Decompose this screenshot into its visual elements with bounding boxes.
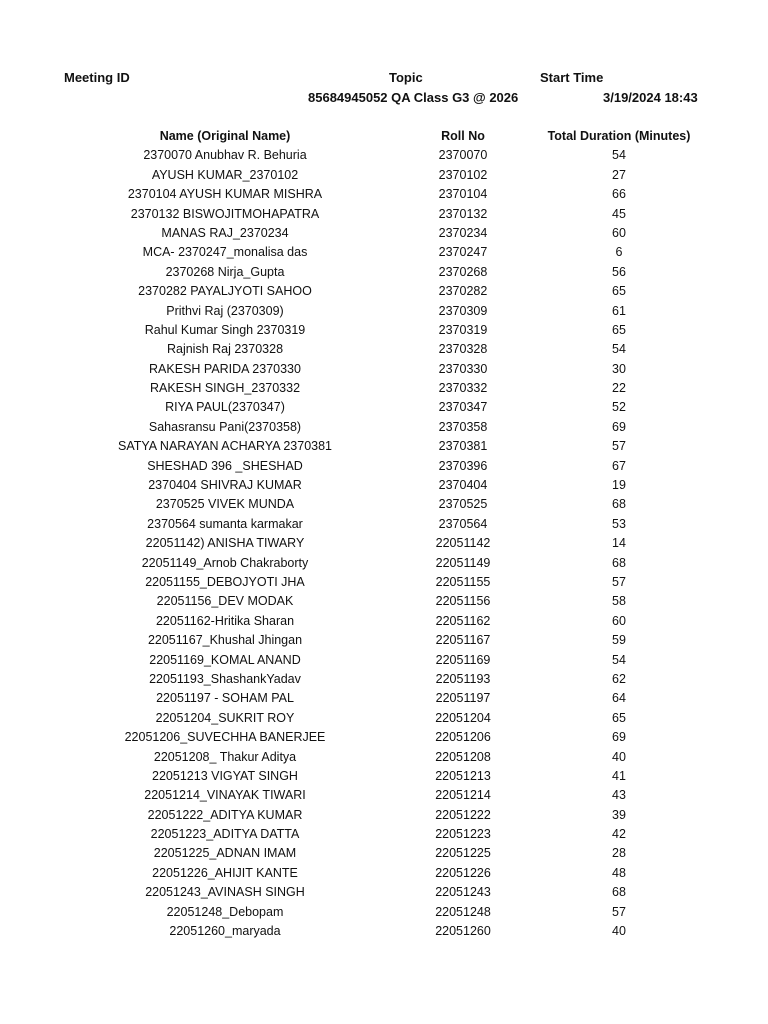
participant-name-cell: 22051204_SUKRIT ROY: [155, 710, 295, 725]
roll-no-cell: 22051142: [435, 536, 491, 551]
participant-name-cell: 22051167_Khushal Jhingan: [147, 633, 303, 648]
participant-name-cell: SHESHAD 396 _SHESHAD: [147, 458, 303, 473]
table-row: [0, 457, 768, 476]
table-row: [0, 864, 768, 883]
duration-cell: 54: [612, 148, 626, 163]
roll-no-cell: 2370347: [438, 400, 488, 415]
participant-name-cell: 22051222_ADITYA KUMAR: [147, 807, 303, 822]
duration-cell: 45: [612, 206, 626, 221]
roll-no-cell: 2370404: [438, 478, 488, 493]
duration-cell: 54: [612, 652, 626, 667]
table-row: [0, 767, 768, 786]
table-row: [0, 437, 768, 456]
meeting-header-labels: [0, 70, 768, 90]
participant-name-cell: AYUSH KUMAR_2370102: [151, 167, 299, 182]
duration-cell: 30: [612, 361, 626, 376]
roll-no-cell: 2370268: [438, 264, 488, 279]
participant-name-cell: 22051223_ADITYA DATTA: [150, 827, 300, 842]
duration-cell: 14: [612, 536, 626, 551]
duration-cell: 69: [612, 730, 626, 745]
participant-name-cell: 2370132 BISWOJITMOHAPATRA: [130, 206, 320, 221]
table-row: [0, 263, 768, 282]
participant-name-cell: 2370404 SHIVRAJ KUMAR: [148, 478, 302, 493]
meeting-id-label: Meeting ID: [64, 70, 130, 85]
participant-name-cell: 22051156_DEV MODAK: [156, 594, 294, 609]
roll-no-cell: 22051248: [435, 904, 491, 919]
duration-cell: 65: [612, 710, 626, 725]
table-row: [0, 495, 768, 514]
table-row: [0, 806, 768, 825]
table-row: [0, 282, 768, 301]
table-row: [0, 573, 768, 592]
participant-name-cell: 22051197 - SOHAM PAL: [156, 691, 294, 706]
table-row: [0, 379, 768, 398]
table-row: [0, 844, 768, 863]
duration-cell: 40: [612, 749, 626, 764]
meeting-id-topic-value: 85684945052 QA Class G3 @ 2026: [308, 90, 519, 105]
table-row: [0, 224, 768, 243]
duration-cell: 57: [612, 904, 626, 919]
duration-cell: 65: [612, 322, 626, 337]
duration-cell: 53: [612, 516, 626, 531]
table-row: [0, 709, 768, 728]
roll-no-cell: 22051213: [435, 768, 491, 783]
participant-name-cell: Prithvi Raj (2370309): [166, 303, 284, 318]
roll-no-cell: 2370104: [438, 187, 488, 202]
table-row: [0, 515, 768, 534]
duration-cell: 69: [612, 419, 626, 434]
duration-cell: 68: [612, 555, 626, 570]
participant-name-cell: 22051213 VIGYAT SINGH: [152, 768, 298, 783]
participant-name-cell: 22051225_ADNAN IMAM: [153, 846, 297, 861]
table-row: [0, 360, 768, 379]
duration-cell: 68: [612, 497, 626, 512]
participant-name-cell: 22051149_Arnob Chakraborty: [141, 555, 309, 570]
participant-name-cell: MCA- 2370247_monalisa das: [142, 245, 308, 260]
participant-name-cell: Sahasransu Pani(2370358): [148, 419, 302, 434]
table-row: [0, 302, 768, 321]
roll-no-cell: 22051149: [435, 555, 491, 570]
roll-no-cell: 2370102: [438, 167, 488, 182]
participant-name-cell: RAKESH PARIDA 2370330: [149, 361, 301, 376]
roll-no-cell: 22051169: [435, 652, 491, 667]
participant-name-cell: 22051206_SUVECHHA BANERJEE: [124, 730, 326, 745]
duration-cell: 22: [612, 381, 626, 396]
roll-no-cell: 22051155: [435, 574, 491, 589]
table-row: [0, 631, 768, 650]
duration-cell: 40: [612, 924, 626, 939]
roll-no-cell: 22051260: [435, 924, 491, 939]
duration-cell: 27: [612, 167, 626, 182]
table-header-row: [0, 127, 768, 146]
roll-no-cell: 2370381: [438, 439, 488, 454]
roll-no-cell: 2370358: [438, 419, 488, 434]
duration-cell: 66: [612, 187, 626, 202]
duration-cell: 58: [612, 594, 626, 609]
start-time-value: 3/19/2024 18:43: [603, 90, 698, 105]
participant-name-cell: 22051155_DEBOJYOTI JHA: [145, 574, 305, 589]
attendance-table: [0, 127, 768, 941]
duration-cell: 59: [612, 633, 626, 648]
duration-cell: 56: [612, 264, 626, 279]
table-row: [0, 651, 768, 670]
table-row: [0, 205, 768, 224]
participant-name-cell: RAKESH SINGH_2370332: [149, 381, 301, 396]
participant-name-cell: 2370525 VIVEK MUNDA: [155, 497, 295, 512]
duration-cell: 64: [612, 691, 626, 706]
participant-name-cell: MANAS RAJ_2370234: [161, 225, 289, 240]
roll-no-cell: 2370328: [438, 342, 488, 357]
duration-column-header: Total Duration (Minutes): [547, 129, 691, 143]
name-column-header: Name (Original Name): [159, 129, 291, 143]
roll-no-cell: 2370309: [438, 303, 488, 318]
roll-column-header: Roll No: [441, 129, 485, 143]
roll-no-cell: 2370282: [438, 284, 488, 299]
duration-cell: 42: [612, 827, 626, 842]
participant-name-cell: 22051193_ShashankYadav: [149, 671, 301, 686]
duration-cell: 54: [612, 342, 626, 357]
duration-cell: 52: [612, 400, 626, 415]
table-row: [0, 166, 768, 185]
duration-cell: 43: [612, 788, 626, 803]
participant-name-cell: 22051214_VINAYAK TIWARI: [144, 788, 306, 803]
start-time-label: Start Time: [540, 70, 604, 85]
participant-name-cell: 22051248_Debopam: [166, 904, 284, 919]
roll-no-cell: 22051193: [435, 671, 491, 686]
participant-name-cell: 2370268 Nirja_Gupta: [165, 264, 285, 279]
table-row: [0, 903, 768, 922]
table-row: [0, 340, 768, 359]
duration-cell: 57: [612, 439, 626, 454]
duration-cell: 65: [612, 284, 626, 299]
table-row: [0, 534, 768, 553]
roll-no-cell: 22051214: [435, 788, 491, 803]
participant-name-cell: 22051142) ANISHA TIWARY: [145, 536, 305, 551]
table-row: [0, 883, 768, 902]
table-row: [0, 398, 768, 417]
participant-name-cell: 2370070 Anubhav R. Behuria: [143, 148, 307, 163]
duration-cell: 60: [612, 225, 626, 240]
table-row: [0, 146, 768, 165]
table-row: [0, 728, 768, 747]
participant-name-cell: RIYA PAUL(2370347): [165, 400, 285, 415]
duration-cell: 62: [612, 671, 626, 686]
duration-cell: 61: [612, 303, 626, 318]
participant-name-cell: SATYA NARAYAN ACHARYA 2370381: [118, 439, 332, 454]
roll-no-cell: 22051208: [435, 749, 491, 764]
roll-no-cell: 2370564: [438, 516, 488, 531]
roll-no-cell: 2370234: [438, 225, 488, 240]
roll-no-cell: 2370247: [438, 245, 488, 260]
topic-label: Topic: [389, 70, 423, 85]
roll-no-cell: 2370396: [438, 458, 488, 473]
participant-name-cell: Rahul Kumar Singh 2370319: [144, 322, 306, 337]
table-row: [0, 922, 768, 941]
duration-cell: 48: [612, 865, 626, 880]
duration-cell: 28: [612, 846, 626, 861]
roll-no-cell: 2370319: [438, 322, 488, 337]
roll-no-cell: 22051223: [435, 827, 491, 842]
duration-cell: 67: [612, 458, 626, 473]
table-row: [0, 825, 768, 844]
roll-no-cell: 22051222: [435, 807, 491, 822]
duration-cell: 39: [612, 807, 626, 822]
roll-no-cell: 22051162: [435, 613, 491, 628]
table-row: [0, 612, 768, 631]
table-row: [0, 476, 768, 495]
roll-no-cell: 22051206: [435, 730, 491, 745]
participant-name-cell: 2370564 sumanta karmakar: [147, 516, 303, 531]
roll-no-cell: 22051243: [435, 885, 491, 900]
table-row: [0, 185, 768, 204]
table-row: [0, 418, 768, 437]
roll-no-cell: 22051156: [435, 594, 491, 609]
table-row: [0, 554, 768, 573]
duration-cell: 57: [612, 574, 626, 589]
table-row: [0, 321, 768, 340]
duration-cell: 68: [612, 885, 626, 900]
duration-cell: 19: [612, 478, 626, 493]
roll-no-cell: 22051225: [435, 846, 491, 861]
participant-name-cell: 22051208_ Thakur Aditya: [153, 749, 297, 764]
duration-cell: 41: [612, 768, 626, 783]
roll-no-cell: 22051167: [435, 633, 491, 648]
duration-cell: 60: [612, 613, 626, 628]
table-row: [0, 670, 768, 689]
participant-name-cell: 2370282 PAYALJYOTI SAHOO: [138, 284, 312, 299]
table-row: [0, 689, 768, 708]
participant-name-cell: 22051226_AHIJIT KANTE: [152, 865, 298, 880]
table-row: [0, 786, 768, 805]
roll-no-cell: 2370525: [438, 497, 488, 512]
roll-no-cell: 22051197: [435, 691, 491, 706]
participant-name-cell: 2370104 AYUSH KUMAR MISHRA: [127, 187, 323, 202]
roll-no-cell: 2370330: [438, 361, 488, 376]
roll-no-cell: 2370070: [438, 148, 488, 163]
meeting-header-values: [0, 90, 768, 110]
table-row: [0, 592, 768, 611]
roll-no-cell: 22051204: [435, 710, 491, 725]
participant-name-cell: 22051243_AVINASH SINGH: [145, 885, 305, 900]
table-row: [0, 243, 768, 262]
participant-name-cell: Rajnish Raj 2370328: [166, 342, 284, 357]
participant-name-cell: 22051260_maryada: [169, 924, 281, 939]
table-row: [0, 748, 768, 767]
roll-no-cell: 22051226: [435, 865, 491, 880]
roll-no-cell: 2370132: [438, 206, 488, 221]
roll-no-cell: 2370332: [438, 381, 488, 396]
participant-name-cell: 22051162-Hritika Sharan: [155, 613, 295, 628]
participant-name-cell: 22051169_KOMAL ANAND: [149, 652, 301, 667]
duration-cell: 6: [615, 245, 623, 260]
